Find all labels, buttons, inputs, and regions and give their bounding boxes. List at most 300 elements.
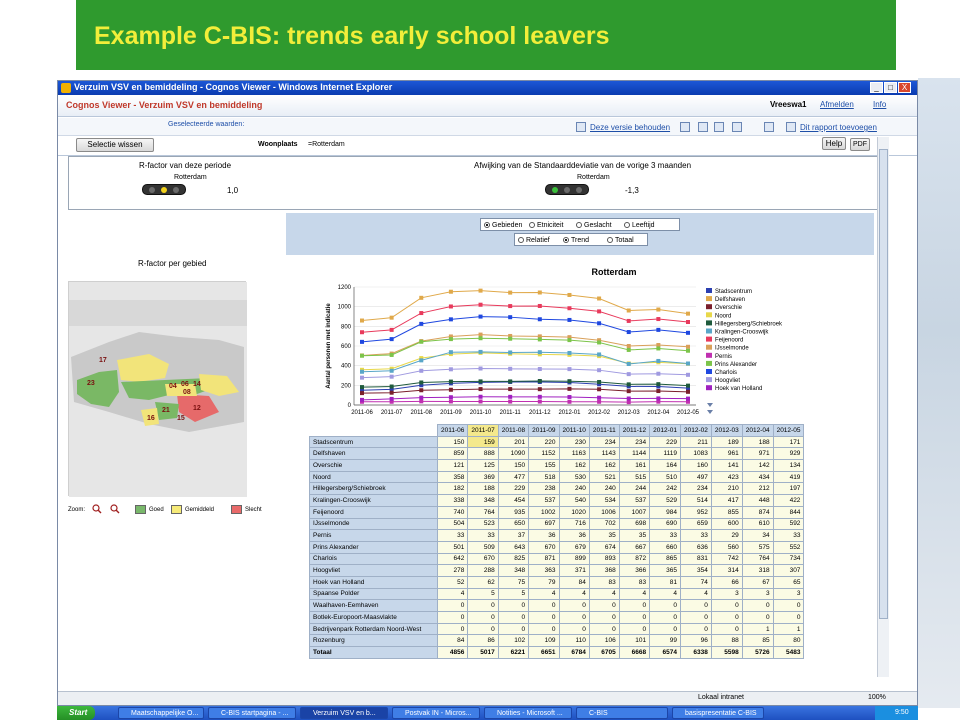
table-cell: 160 [681,460,712,472]
legend-swatch [706,377,712,382]
data-point [538,400,542,404]
table-cell: 84 [438,635,468,647]
table-total-row [310,647,804,659]
table-cell: 454 [498,495,528,507]
table-cell: 660 [650,541,681,553]
data-point [360,370,364,374]
table-cell: 3 [773,588,804,600]
table-cell: 212 [742,483,773,495]
zoom-out-icon[interactable] [92,504,102,514]
table-cell: 37 [498,530,528,542]
taskbar-item[interactable]: C-BIS [576,707,668,719]
data-point [449,350,453,354]
table-cell: 844 [773,506,804,518]
scrollbar-thumb[interactable] [879,149,888,619]
table-cell: 101 [619,635,649,647]
data-point [656,346,660,350]
print-icon[interactable] [732,122,742,132]
table-cell: 0 [711,612,742,624]
table-cell: 1119 [650,448,681,460]
series-line [362,338,688,356]
zoom-label: Zoom: [68,507,86,513]
table-cell: 6574 [650,647,681,659]
view-trend-radio[interactable] [563,237,589,244]
table-cell: 102 [498,635,528,647]
table-cell: 874 [742,506,773,518]
table-cell: 229 [650,436,681,448]
table-row [310,576,804,588]
table-cell: 537 [529,495,559,507]
close-button[interactable]: X [898,82,911,93]
data-point [449,380,453,384]
data-point [508,400,512,404]
light-off-3 [564,187,570,193]
table-cell: 0 [559,623,589,635]
table-cell: 62 [468,576,498,588]
table-cell: 35 [589,530,619,542]
table-row [310,506,804,518]
table-cell: 65 [773,576,804,588]
view-relatief-radio[interactable] [518,237,550,244]
system-tray [875,706,918,720]
y-tick-label: 1200 [337,285,351,291]
table-cell: 161 [619,460,649,472]
table-cell: 0 [559,612,589,624]
data-point [390,369,394,373]
traffic-light-icon-2 [545,184,589,195]
table-row [310,460,804,472]
data-point [567,306,571,310]
table-cell: 0 [529,600,559,612]
table-row [310,436,804,448]
table-cell: 514 [681,495,712,507]
table-cell: 422 [773,495,804,507]
table-cell: 650 [498,518,528,530]
table-cell: 5 [468,588,498,600]
y-tick-label: 400 [340,363,351,370]
taskbar-item[interactable]: Maatschappelijke O... [118,707,204,719]
data-point [419,388,423,392]
table-cell: 33 [438,530,468,542]
cognos-title: Cognos Viewer - Verzuim VSV en bemiddeling [66,100,263,110]
x-tick-label: 2012-01 [558,410,581,416]
taskbar-item[interactable]: Verzuim VSV en b... [300,707,388,719]
legend-swatch [706,296,712,301]
taskbar [57,706,918,720]
selected-values-label: Geselecteerde waarden: [168,121,245,128]
radio-dot[interactable] [529,222,535,228]
radio-dot[interactable] [607,237,613,243]
table-cell: 182 [438,483,468,495]
table-cell: 5017 [468,647,498,659]
chart-title: Rotterdam [591,267,637,277]
vertical-scrollbar[interactable] [877,137,889,677]
table-row-header[interactable]: Pernis [310,530,438,542]
run-icon[interactable] [680,122,690,132]
table-cell: 29 [711,530,742,542]
area-map[interactable] [68,281,246,496]
data-point [419,399,423,403]
table-row-header[interactable]: Overschie [310,460,438,472]
table-row-header[interactable]: Stadscentrum [310,436,438,448]
table-row-header[interactable]: Prins Alexander [310,541,438,553]
table-cell: 510 [650,471,681,483]
table-row [310,495,804,507]
view-totaal-radio[interactable] [607,237,634,244]
data-point [390,337,394,341]
table-cell: 188 [742,436,773,448]
data-point [656,372,660,376]
table-row-header[interactable]: IJsselmonde [310,518,438,530]
view-radio-group [514,233,648,246]
data-point [390,353,394,357]
table-cell: 99 [650,635,681,647]
data-point [419,396,423,400]
table-row-header[interactable]: Rozenburg [310,635,438,647]
table-cell: 560 [711,541,742,553]
table-row [310,600,804,612]
table-column-header[interactable]: 2011-11 [589,425,619,437]
data-point [419,311,423,315]
maximize-button[interactable]: □ [884,82,897,93]
data-point [686,384,690,388]
table-cell: 0 [681,612,712,624]
table-cell: 134 [773,460,804,472]
table-cell: 670 [529,541,559,553]
keep-version-link[interactable]: Deze versie behouden [590,123,671,132]
legend-label: Stadscentrum [715,289,753,295]
table-cell: 0 [742,600,773,612]
table-row-header[interactable]: Bedrijvenpark Rotterdam Noord-West [310,623,438,635]
copy-icon[interactable] [698,122,708,132]
table-cell: 764 [468,506,498,518]
table-cell: 34 [742,530,773,542]
zoom-level[interactable]: 100% [868,694,886,701]
table-cell: 0 [468,600,498,612]
table-cell: 642 [438,553,468,565]
taskbar-item[interactable]: Postvak IN - Micros... [392,707,480,719]
view-icon[interactable] [764,122,774,132]
r-factor-city: Rotterdam [174,174,207,181]
table-cell: 141 [711,460,742,472]
table-cell: 764 [742,553,773,565]
add-report-link[interactable]: Dit rapport toevoegen [800,123,877,132]
table-column-header[interactable]: 2011-06 [438,425,468,437]
data-point [479,336,483,340]
data-point [390,385,394,389]
legend-label: Delfshaven [715,297,746,304]
radio-dot[interactable] [484,222,490,228]
table-cell: 0 [589,623,619,635]
table-cell: 740 [438,506,468,518]
table-cell: 0 [650,600,681,612]
table-cell: 33 [650,530,681,542]
taskbar-item[interactable]: Notities - Microsoft ... [484,707,572,719]
table-cell: 899 [559,553,589,565]
dimension-leeftijd-radio[interactable] [624,222,655,229]
data-point [627,389,631,393]
x-tick-label: 2011-10 [469,410,492,416]
table-cell: 643 [498,541,528,553]
table-row-header[interactable]: Delfshaven [310,448,438,460]
data-point [390,391,394,395]
table-cell: 4856 [438,647,468,659]
table-cell: 354 [681,565,712,577]
series-line [362,401,688,402]
table-cell: 667 [619,541,649,553]
map-label-23: 23 [87,380,95,387]
table-cell: 1083 [681,448,712,460]
radio-label: Relatief [526,237,550,244]
table-cell: 67 [742,576,773,588]
radio-label: Geslacht [584,222,612,229]
table-cell: 523 [468,518,498,530]
table-cell: 288 [468,565,498,577]
data-point [360,391,364,395]
table-cell: 348 [498,565,528,577]
x-tick-label: 2011-07 [380,410,403,416]
table-corner [310,425,438,437]
table-cell: 419 [773,471,804,483]
table-cell: 238 [529,483,559,495]
table-cell: 1143 [589,448,619,460]
data-point [627,400,631,404]
legend-swatch [706,288,712,293]
legend-scroll-down-icon-2 [707,410,713,414]
data-point [479,399,483,403]
table-cell: 0 [498,612,528,624]
table-row-header[interactable]: Waalhaven-Eemhaven [310,600,438,612]
light-green [552,187,558,193]
table-cell: 1020 [559,506,589,518]
x-tick-label: 2011-09 [440,410,462,416]
radio-dot[interactable] [518,237,524,243]
table-cell: 371 [559,565,589,577]
legend-scroll-down-icon [707,403,713,407]
data-point [419,369,423,373]
table-cell: 240 [589,483,619,495]
table-column-header[interactable]: 2011-10 [559,425,589,437]
data-point [360,340,364,344]
data-point [449,337,453,341]
data-point [508,395,512,399]
table-cell: 121 [438,460,468,472]
x-tick-label: 2011-12 [529,410,551,416]
table-cell: 5483 [773,647,804,659]
table-row [310,483,804,495]
data-point [508,387,512,391]
table-cell: 4 [681,588,712,600]
dimension-geslacht-radio[interactable] [576,222,612,229]
table-cell: 150 [498,460,528,472]
table-column-header[interactable]: 2011-12 [619,425,649,437]
logout-link[interactable]: Afmelden [820,100,854,109]
radio-label: Gebieden [492,222,523,229]
taskbar-item[interactable]: C-BIS startpagina - ... [208,707,296,719]
table-cell: 865 [650,553,681,565]
table-cell: 0 [529,612,559,624]
table-cell: 96 [681,635,712,647]
table-cell: 698 [619,518,649,530]
table-cell: 4 [529,588,559,600]
data-point [538,367,542,371]
table-cell: 0 [711,600,742,612]
table-cell: 1002 [529,506,559,518]
table-row-header[interactable]: Charlois [310,553,438,565]
table-row-header[interactable]: Hoek van Holland [310,576,438,588]
data-point [479,395,483,399]
zoom-in-icon[interactable] [110,504,120,514]
table-row-header[interactable]: Botlek-Europoort-Maasvlakte [310,612,438,624]
data-point [597,387,601,391]
data-point [360,330,364,334]
table-cell: 307 [773,565,804,577]
table-column-header[interactable]: 2012-05 [773,425,804,437]
table-cell: 831 [681,553,712,565]
data-point [479,387,483,391]
table-row-header[interactable]: Feijenoord [310,506,438,518]
table-cell: 690 [650,518,681,530]
table-cell: 6705 [589,647,619,659]
table-row [310,530,804,542]
table-cell: 497 [681,471,712,483]
table-row-header[interactable]: Spaanse Polder [310,588,438,600]
table-cell: 610 [742,518,773,530]
table-row-header[interactable]: Totaal [310,647,438,659]
table-row-header[interactable]: Noord [310,471,438,483]
data-point [567,400,571,404]
data-point [508,350,512,354]
clear-selection-button[interactable]: Selectie wissen [76,138,154,152]
r-factor-area-label: R-factor per gebied [138,259,207,268]
data-point [656,343,660,347]
table-cell: 4 [619,588,649,600]
table-cell: 4 [438,588,468,600]
table-row [310,623,804,635]
map-label-04: 04 [169,383,177,390]
data-point [449,304,453,308]
data-point [627,344,631,348]
table-cell: 358 [438,471,468,483]
table-column-header[interactable]: 2012-04 [742,425,773,437]
data-point [449,388,453,392]
radio-dot[interactable] [624,222,630,228]
start-button[interactable]: Start [57,706,95,720]
table-cell: 6338 [681,647,712,659]
table-row-header[interactable]: Hillegersberg/Schiebroek [310,483,438,495]
table-column-header[interactable]: 2012-02 [681,425,712,437]
table-row [310,612,804,624]
table-cell: 423 [711,471,742,483]
legend-swatch [706,320,712,325]
data-point [686,349,690,353]
table-cell: 75 [498,576,528,588]
radio-dot[interactable] [563,237,569,243]
data-point [449,367,453,371]
data-point [627,309,631,313]
dimension-etniciteit-radio[interactable] [529,222,563,229]
light-off-4 [576,187,582,193]
table-cell: 0 [468,623,498,635]
table-cell: 859 [438,448,468,460]
dimension-radio-group [480,218,680,231]
table-column-header[interactable]: 2012-01 [650,425,681,437]
table-cell: 242 [650,483,681,495]
table-cell: 417 [711,495,742,507]
table-cell: 530 [559,471,589,483]
table-cell: 162 [589,460,619,472]
slide-title: Example C-BIS: trends early school leavers [94,22,610,50]
table-cell: 552 [773,541,804,553]
table-column-header[interactable]: 2012-03 [711,425,742,437]
minimize-button[interactable]: _ [870,82,883,93]
map-label-14: 14 [193,381,201,388]
legend-average-swatch [171,505,182,514]
dimension-gebieden-radio[interactable] [484,222,522,229]
table-cell: 188 [468,483,498,495]
table-cell: 36 [559,530,589,542]
data-point [627,348,631,352]
radio-label: Totaal [615,237,634,244]
data-point [627,372,631,376]
table-column-header[interactable]: 2011-08 [498,425,528,437]
table-column-header[interactable]: 2011-09 [529,425,559,437]
data-point [627,382,631,386]
legend-swatch [706,369,712,374]
data-point [538,317,542,321]
data-point [567,379,571,383]
table-cell: 0 [773,612,804,624]
table-column-header[interactable]: 2011-07 [468,425,498,437]
table-row-header[interactable]: Kralingen-Crooswijk [310,495,438,507]
data-point [686,312,690,316]
table-cell: 33 [468,530,498,542]
table-cell: 0 [619,612,649,624]
table-cell: 1152 [529,448,559,460]
data-point [538,304,542,308]
data-point [686,331,690,335]
status-bar [58,691,917,705]
series-line [362,397,688,400]
data-point [538,337,542,341]
data-point [656,396,660,400]
info-link[interactable]: Info [873,100,887,109]
table-row-header[interactable]: Hoogvliet [310,565,438,577]
y-tick-label: 0 [347,403,351,409]
data-point [538,350,542,354]
table-cell: 0 [559,600,589,612]
taskbar-item[interactable]: basispresentatie C-BIS [672,707,764,719]
help-button[interactable]: Help [822,137,846,150]
add-report-icon[interactable] [786,122,796,132]
table-cell: 679 [559,541,589,553]
legend-label: Hoek van Holland [715,386,763,393]
data-point [508,304,512,308]
table-cell: 0 [438,600,468,612]
r-factor-period-title: R-factor van deze periode [139,161,232,170]
radio-dot[interactable] [576,222,582,228]
table-cell: 984 [650,506,681,518]
map-label-21: 21 [162,407,170,414]
save-version-icon[interactable] [576,122,586,132]
table-row [310,471,804,483]
legend-swatch [706,353,712,358]
pdf-button[interactable]: PDF [850,138,870,151]
data-point [597,400,601,404]
data-point [360,376,364,380]
export-icon[interactable] [714,122,724,132]
table-cell: 697 [529,518,559,530]
